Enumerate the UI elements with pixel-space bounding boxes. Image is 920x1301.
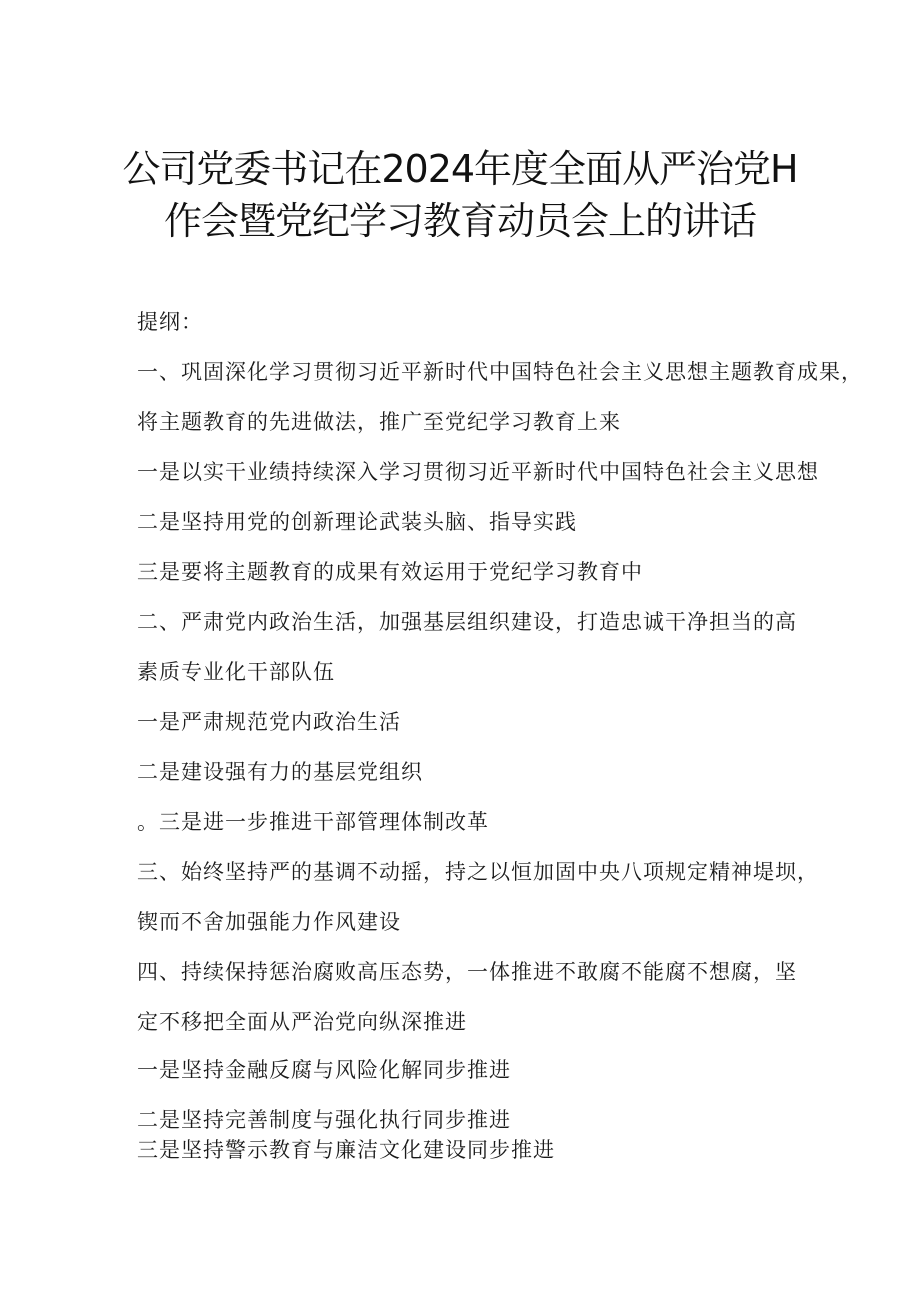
outline-line: 。三是进一步推进干部管理体制改革 bbox=[137, 810, 489, 834]
outline-line: 一是以实干业绩持续深入学习贯彻习近平新时代中国特色社会主义思想 bbox=[137, 460, 819, 484]
document-title-line-1: 公司党委书记在2024年度全面从严治党H bbox=[122, 147, 798, 191]
outline-line: 定不移把全面从严治党向纵深推进 bbox=[137, 1010, 467, 1034]
outline-line: 将主题教育的先进做法，推广至党纪学习教育上来 bbox=[137, 410, 621, 434]
outline-line: 四、持续保持惩治腐败高压态势，一体推进不敢腐不能腐不想腐，坚 bbox=[137, 960, 797, 984]
outline-line: 锲而不舍加强能力作风建设 bbox=[137, 910, 401, 934]
outline-label: 提纲： bbox=[137, 310, 203, 334]
outline-line: 三是坚持警示教育与廉洁文化建设同步推进 bbox=[137, 1138, 555, 1162]
outline-line: 二是坚持用党的创新理论武装头脑、指导实践 bbox=[137, 510, 577, 534]
document-title-line-2: 作会暨党纪学习教育动员会上的讲话 bbox=[163, 199, 756, 243]
outline-line: 一是严肃规范党内政治生活 bbox=[137, 710, 401, 734]
outline-line: 三、始终坚持严的基调不动摇，持之以恒加固中央八项规定精神堤坝， bbox=[137, 860, 819, 884]
outline-line: 二是坚持完善制度与强化执行同步推进 bbox=[137, 1108, 511, 1132]
outline-line: 二、严肃党内政治生活，加强基层组织建设，打造忠诚干净担当的高 bbox=[137, 610, 797, 634]
outline-line: 一、巩固深化学习贯彻习近平新时代中国特色社会主义思想主题教育成果， bbox=[137, 360, 863, 384]
outline-line: 三是要将主题教育的成果有效运用于党纪学习教育中 bbox=[137, 560, 643, 584]
outline-line: 二是建设强有力的基层党组织 bbox=[137, 760, 423, 784]
outline-line: 素质专业化干部队伍 bbox=[137, 660, 335, 684]
outline-line: 一是坚持金融反腐与风险化解同步推进 bbox=[137, 1058, 511, 1082]
